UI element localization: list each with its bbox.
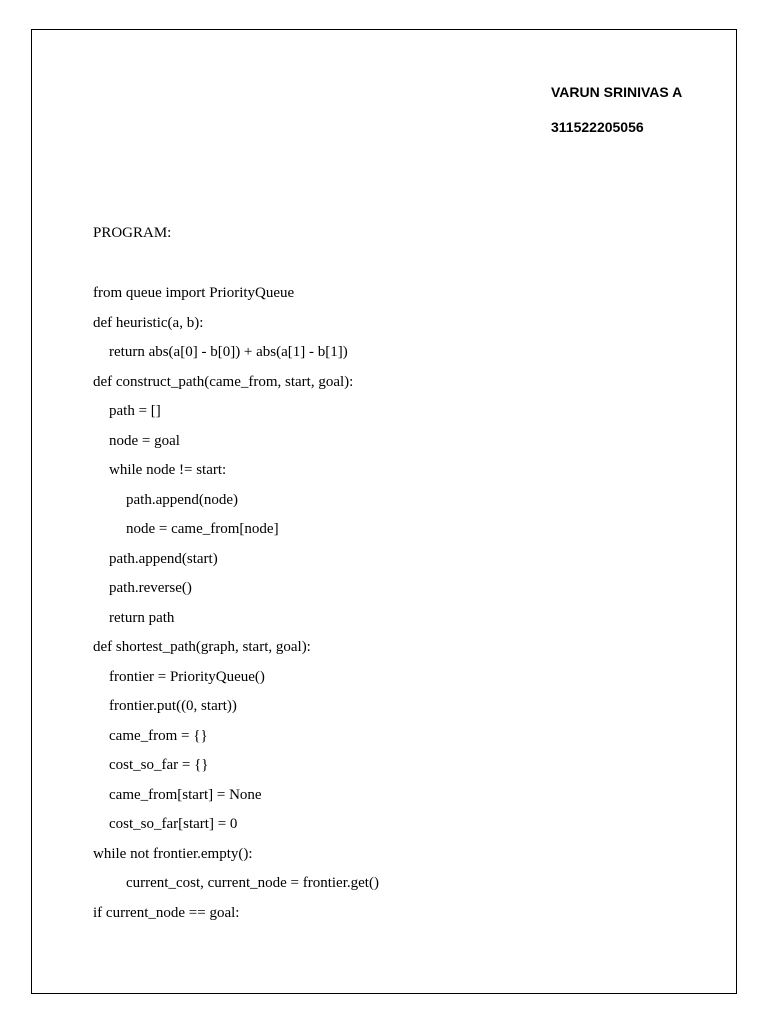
code-line: node = came_from[node] (126, 521, 279, 537)
code-line: path.reverse() (109, 580, 192, 596)
code-line: while node != start: (109, 462, 227, 478)
code-line: cost_so_far[start] = 0 (109, 816, 238, 832)
section-heading: PROGRAM: (93, 225, 172, 241)
code-block (93, 282, 379, 931)
code-line: def shortest_path(graph, start, goal): (93, 639, 311, 655)
code-line: def heuristic(a, b): (93, 314, 204, 331)
code-line: return path (109, 609, 175, 626)
code-line: came_from = {} (109, 727, 208, 744)
code-line: return abs(a[0] - b[0]) + abs(a[1] - b[1]) (109, 344, 348, 360)
code-line: while not frontier.empty(): (93, 845, 253, 862)
author-name: VARUN SRINIVAS A (551, 84, 683, 100)
code-line: from queue import PriorityQueue (93, 285, 295, 301)
code-line: if current_node == goal: (93, 904, 240, 921)
code-line: came_from[start] = None (109, 786, 262, 803)
code-line: def construct_path(came_from, start, goal): (93, 373, 354, 390)
code-line: path.append(start) (109, 550, 218, 567)
code-line: node = goal (109, 432, 180, 449)
code-line: current_cost, current_node = frontier.get() (126, 875, 379, 891)
author-id: 311522205056 (551, 119, 644, 135)
code-line: frontier.put((0, start)) (109, 698, 237, 714)
code-line: path.append(node) (126, 491, 239, 508)
code-line: path = [] (109, 403, 161, 419)
code-line: cost_so_far = {} (109, 757, 209, 773)
code-line: frontier = PriorityQueue() (109, 668, 265, 685)
